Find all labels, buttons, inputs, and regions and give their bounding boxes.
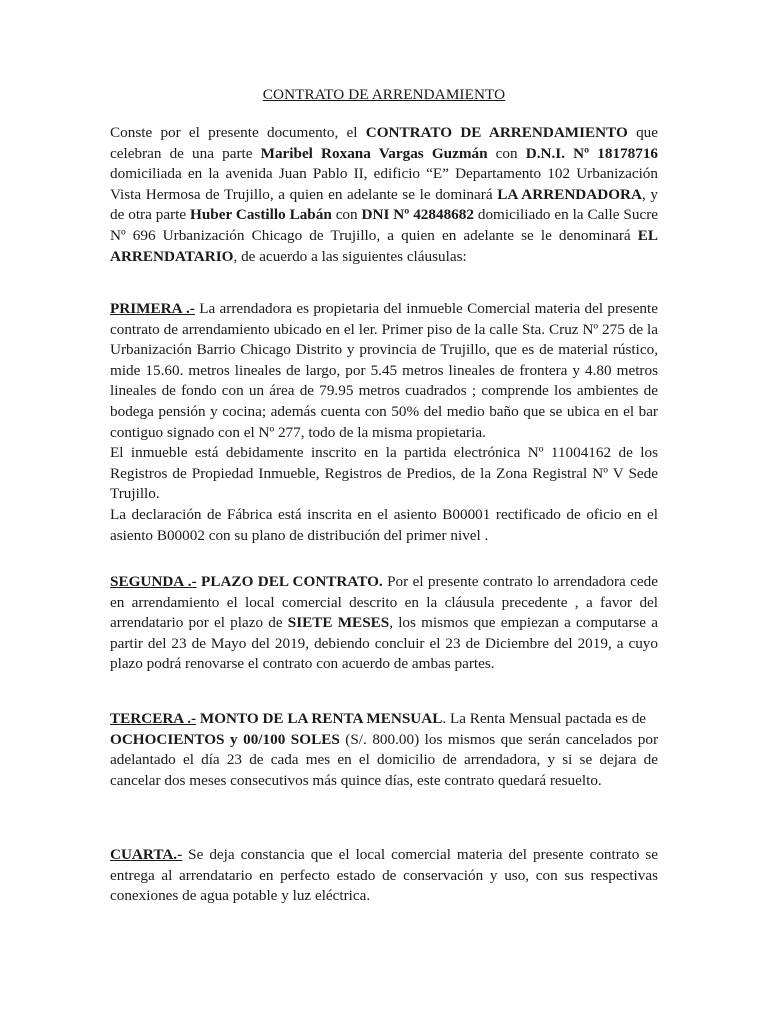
tercera-subtitle: MONTO DE LA RENTA MENSUAL xyxy=(196,710,443,727)
clause-tercera xyxy=(110,709,658,791)
intro-t2: que celebran de una parte xyxy=(110,124,658,162)
cuarta-t1: Se deja constancia que el local comercial materia del presente contrato se entrega al arrendatario en perfecto estado de conservación y uso, con sus respectivas conexiones de agua potable y luz eléctrica. xyxy=(110,846,658,905)
tercera-t1: . La Renta Mensual pactada es de xyxy=(442,710,647,727)
document-title: CONTRATO DE ARRENDAMIENTO xyxy=(262,86,506,103)
intro-t6: con xyxy=(331,206,362,224)
primera-p2: El inmueble está debidamente inscrito en la partida electrónica Nº 11004162 de los Registros de Propiedad Inmueble, Registros de Predios, de la Zona Registral Nº V Sede Trujillo. xyxy=(110,444,658,503)
intro-paragraph xyxy=(110,123,658,267)
intro-t3: con xyxy=(487,144,526,162)
intro-text xyxy=(110,123,658,267)
landlord-role: LA ARRENDADORA xyxy=(497,185,642,203)
tercera-t2: (S/. 800.00) los mismos que serán cancelados por adelantado el día 23 de cada mes en el domicilio de arrendadora, y si se dejara de cancelar dos meses consecutivos más quince días, este contrato quedará resuelto. xyxy=(110,730,658,789)
landlord-dni: D.N.I. Nº 18178716 xyxy=(525,144,659,162)
tenant-role: EL ARRENDATARIO xyxy=(110,226,658,265)
primera-p1 xyxy=(110,299,658,443)
segunda-t1: Por el presente contrato lo arrendadora cede en arrendamiento el local comercial descrito en la cláusula precedente , a favor del arrendatario por el plazo de xyxy=(110,573,658,632)
segunda-t2: , los mismos que empiezan a computarse a partir del 23 de Mayo del 2019, debiendo concluir el 23 de Diciembre del 2019, a cuyo plazo podrá renovarse el contrato con acuerdo de ambas partes. xyxy=(110,614,658,673)
clause-cuarta xyxy=(110,845,658,907)
rent-amount: OCHOCIENTOS y 00/100 SOLES xyxy=(110,730,340,748)
intro-contract-name: CONTRATO DE ARRENDAMIENTO xyxy=(365,124,628,141)
intro-t1: Conste por el presente documento, el xyxy=(110,124,366,141)
tercera-heading: TERCERA .- xyxy=(110,710,197,727)
tenant-name: Huber Castillo Labán xyxy=(190,206,332,224)
intro-t4: domiciliada en la avenida Juan Pablo II, edificio “E” Departamento 102 Urbanización Vista Hermosa de Trujillo, a quien en adelante se le dominará xyxy=(110,165,658,203)
term-duration: SIETE MESES xyxy=(287,614,390,632)
intro-t5: , y de otra parte xyxy=(110,185,659,224)
intro-t8: , de acuerdo a las siguientes cláusulas: xyxy=(233,247,467,265)
segunda-text xyxy=(110,572,658,675)
segunda-subtitle: PLAZO DEL CONTRATO. xyxy=(196,573,383,590)
primera-text: La arrendadora es propietaria del inmueble Comercial materia del presente contrato de arrendamiento ubicado en el ler. Primer piso de la calle Sta. Cruz Nº 275 de la Urbanización Barrio Chicago Distrito y provincia de Trujillo, que es de material rústico, mide 15.60. metros lineales de largo, por 5.45 metros lineales de frontera y 4.80 metros lineales de fondo con un área de 79.95 metros cuadrados ; comprende los ambientes de bodega pensión y cocina; además cuenta con 50% del medio baño que se ubica en el bar contiguo signado con el Nº 277, todo de la misma propietaria. xyxy=(110,300,658,441)
primera-heading: PRIMERA .- xyxy=(110,300,195,317)
tercera-text-2 xyxy=(110,730,658,792)
clause-primera xyxy=(110,299,658,546)
intro-t7: domiciliado en la Calle Sucre Nº 696 Urbanización Chicago de Trujillo, a quien en adelante se le denominará xyxy=(110,206,658,244)
landlord-name: Maribel Roxana Vargas Guzmán xyxy=(260,144,488,162)
cuarta-heading: CUARTA.- xyxy=(110,846,183,863)
tenant-dni: DNI Nº 42848682 xyxy=(361,206,474,224)
tercera-text-1 xyxy=(110,709,658,730)
segunda-heading: SEGUNDA .- xyxy=(110,573,197,590)
primera-p3: La declaración de Fábrica está inscrita en el asiento B00001 rectificado de oficio en el asiento B00002 con su plano de distribución del primer nivel . xyxy=(110,505,658,544)
clause-segunda xyxy=(110,572,658,675)
cuarta-text xyxy=(110,845,658,907)
